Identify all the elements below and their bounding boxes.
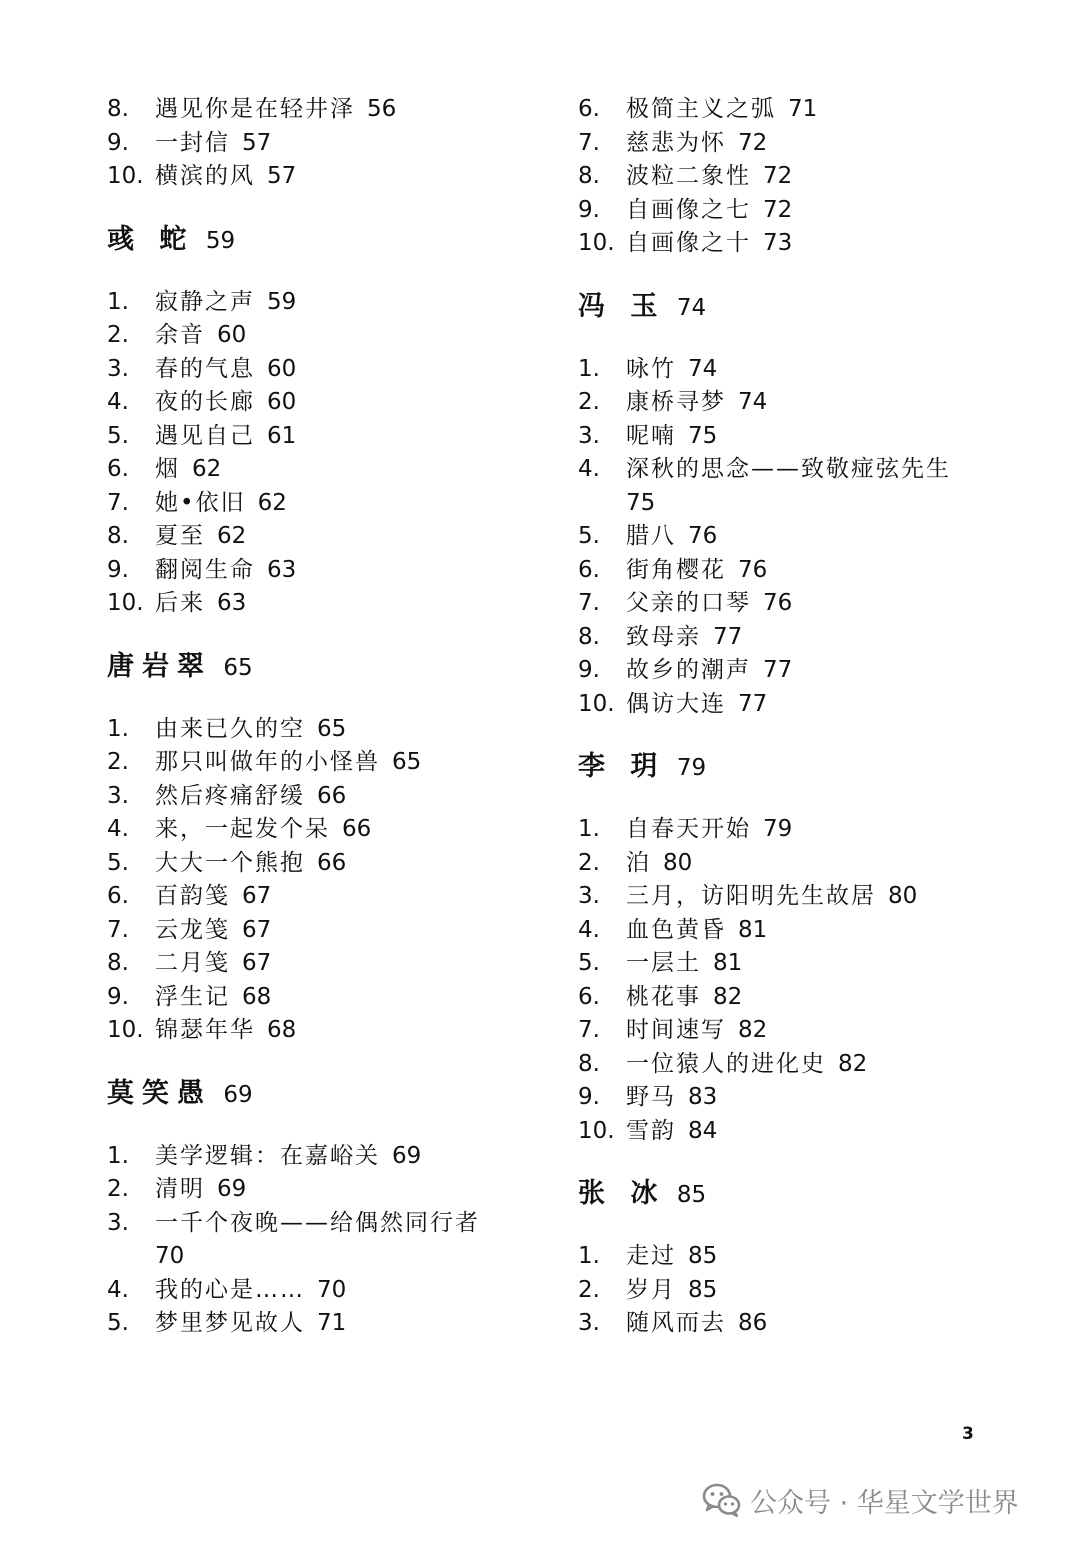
entry-title: 深秋的思念——致敬痖弦先生 xyxy=(626,456,951,482)
entry-number: 7. xyxy=(578,1017,600,1043)
entry-title: 来，一起发个呆 xyxy=(155,816,330,842)
author-name: 唐岩翠 xyxy=(107,650,212,682)
entry-title: 寂静之声 xyxy=(155,288,255,315)
entry-title: 桃花事 xyxy=(626,983,701,1010)
entry-page-number: 57 xyxy=(242,129,272,156)
toc-entry xyxy=(578,947,998,981)
entry-page-number: 66 xyxy=(317,849,347,876)
entry-page-number: 69 xyxy=(392,1142,422,1169)
entry-title: 自春天开始 xyxy=(626,816,751,842)
entry-number: 7. xyxy=(578,590,600,616)
author-page-number: 79 xyxy=(676,755,707,781)
toc-entry xyxy=(107,746,527,780)
entry-page-number: 62 xyxy=(192,456,222,482)
entry-page-number: 67 xyxy=(242,916,272,943)
entry-page-number: 86 xyxy=(738,1310,768,1336)
entry-page-number: 60 xyxy=(267,389,297,415)
toc-right-column xyxy=(578,93,998,1341)
toc-left-column xyxy=(107,93,527,1341)
author-heading xyxy=(107,1072,527,1116)
toc-entry xyxy=(107,914,527,948)
entry-title: 泊 xyxy=(626,849,651,876)
entry-page-number: 79 xyxy=(763,816,793,842)
entry-number: 10. xyxy=(107,1017,144,1043)
entry-title: 清明 xyxy=(155,1176,205,1202)
entry-number: 6. xyxy=(107,456,129,482)
entry-number: 5. xyxy=(578,523,600,549)
entry-number: 4. xyxy=(578,456,600,482)
entry-page-number: 70 xyxy=(155,1243,185,1269)
entry-page-number: 82 xyxy=(713,983,743,1010)
toc-entry xyxy=(107,1274,527,1308)
toc-entry xyxy=(578,520,998,554)
entry-page-number: 77 xyxy=(738,690,768,717)
entry-number: 8. xyxy=(578,1050,600,1077)
watermark-text: 公众号 · 华星文学世界 xyxy=(750,1487,1019,1519)
entry-number: 9. xyxy=(578,657,600,683)
entry-title: 血色黄昏 xyxy=(626,916,726,943)
entry-number: 10. xyxy=(107,163,144,189)
entry-title: 夏至 xyxy=(155,523,205,549)
toc-entry xyxy=(578,127,998,161)
entry-title: 云龙笺 xyxy=(155,916,230,943)
toc-entry xyxy=(578,1048,998,1082)
entry-title: 偶访大连 xyxy=(626,690,726,717)
entry-page-number: 80 xyxy=(663,849,693,876)
entry-number: 6. xyxy=(578,96,600,122)
toc-entry xyxy=(107,286,527,320)
entry-page-number: 60 xyxy=(267,355,297,382)
entry-title: 雪韵 xyxy=(626,1117,676,1144)
wechat-icon xyxy=(702,1483,742,1517)
entry-title: 横滨的风 xyxy=(155,163,255,189)
toc-entry xyxy=(578,386,998,420)
entry-number: 3. xyxy=(107,355,129,382)
entry-number: 2. xyxy=(578,389,600,415)
entry-title: 浮生记 xyxy=(155,983,230,1010)
toc-entry xyxy=(578,1240,998,1274)
entry-page-number: 61 xyxy=(267,422,297,449)
toc-entry xyxy=(107,453,527,487)
entry-title: 后来 xyxy=(155,590,205,616)
entry-page-number: 69 xyxy=(217,1176,247,1202)
author-page-number: 59 xyxy=(205,227,236,254)
toc-entry xyxy=(107,1014,527,1048)
entry-number: 6. xyxy=(578,556,600,583)
entry-number: 10. xyxy=(107,590,144,616)
entry-page-number: 73 xyxy=(763,230,793,256)
toc-entry xyxy=(107,386,527,420)
toc-entry xyxy=(107,947,527,981)
entry-number: 3. xyxy=(578,1310,600,1336)
toc-entry xyxy=(107,847,527,881)
entry-number: 10. xyxy=(578,690,615,717)
entry-number: 1. xyxy=(107,1142,129,1169)
entry-page-number: 81 xyxy=(738,916,768,943)
entry-title: 岁月 xyxy=(626,1276,676,1303)
watermark xyxy=(702,1478,1019,1522)
toc-entry xyxy=(578,1014,998,1048)
entry-page-number: 68 xyxy=(267,1017,297,1043)
toc-entry xyxy=(107,353,527,387)
toc-entry xyxy=(578,813,998,847)
entry-title: 随风而去 xyxy=(626,1310,726,1336)
entry-number: 8. xyxy=(578,623,600,650)
entry-number: 9. xyxy=(107,556,129,583)
toc-entry xyxy=(107,520,527,554)
entry-page-number: 67 xyxy=(242,950,272,976)
toc-entry xyxy=(578,914,998,948)
toc-entry xyxy=(107,880,527,914)
entry-page-number: 60 xyxy=(217,322,247,348)
toc-entry xyxy=(107,93,527,127)
entry-page-number: 76 xyxy=(688,523,718,549)
entry-page-number: 66 xyxy=(317,782,347,809)
entry-title: 大大一个熊抱 xyxy=(155,849,305,876)
author-heading xyxy=(578,285,998,329)
entry-title: 一千个夜晚——给偶然同行者 xyxy=(155,1209,480,1236)
entry-page-number: 83 xyxy=(688,1084,718,1110)
toc-entry xyxy=(578,880,998,914)
entry-number: 7. xyxy=(578,129,600,156)
toc-entry xyxy=(107,127,527,161)
entry-title: 她•依旧 xyxy=(155,489,246,516)
entry-title: 由来已久的空 xyxy=(155,715,305,742)
entry-number: 2. xyxy=(107,322,129,348)
entry-page-number: 63 xyxy=(217,590,247,616)
entry-number: 3. xyxy=(107,1209,129,1236)
entry-title: 翻阅生命 xyxy=(155,556,255,583)
entry-page-number: 56 xyxy=(367,96,397,122)
author-page-number: 69 xyxy=(223,1081,253,1108)
entry-number: 6. xyxy=(107,883,129,909)
toc-entry xyxy=(578,1274,998,1308)
entry-title: 咏竹 xyxy=(626,355,676,382)
toc-entry xyxy=(578,621,998,655)
author-heading xyxy=(107,218,527,262)
toc-entry xyxy=(578,654,998,688)
author-page-number: 65 xyxy=(223,654,253,681)
entry-title: 极简主义之弧 xyxy=(626,96,776,122)
entry-number: 5. xyxy=(107,849,129,876)
entry-page-number: 59 xyxy=(267,288,297,315)
entry-page-number: 77 xyxy=(763,657,793,683)
entry-page-number: 85 xyxy=(688,1243,718,1269)
entry-title: 自画像之七 xyxy=(626,196,751,223)
entry-number: 8. xyxy=(107,96,129,122)
toc-entry xyxy=(578,981,998,1015)
entry-page-number: 71 xyxy=(788,96,818,122)
entry-number: 2. xyxy=(107,1176,129,1202)
entry-number: 5. xyxy=(107,1310,129,1336)
entry-title: 百韵笺 xyxy=(155,883,230,909)
entry-title: 遇见自己 xyxy=(155,422,255,449)
toc-entry xyxy=(578,420,998,454)
entry-number: 2. xyxy=(578,849,600,876)
entry-title: 波粒二象性 xyxy=(626,163,751,189)
entry-page-number: 76 xyxy=(763,590,793,616)
entry-title: 夜的长廊 xyxy=(155,389,255,415)
entry-number: 1. xyxy=(107,715,129,742)
toc-entry xyxy=(107,1173,527,1207)
entry-number: 7. xyxy=(107,916,129,943)
entry-number: 4. xyxy=(107,816,129,842)
entry-page-number: 77 xyxy=(713,623,743,650)
entry-number: 8. xyxy=(578,163,600,189)
entry-page-number: 70 xyxy=(317,1276,347,1303)
entry-title: 故乡的潮声 xyxy=(626,657,751,683)
entry-number: 4. xyxy=(107,1276,129,1303)
entry-number: 3. xyxy=(578,883,600,909)
entry-page-number: 72 xyxy=(763,196,793,223)
entry-page-number: 76 xyxy=(738,556,768,583)
toc-entry xyxy=(578,847,998,881)
entry-number: 9. xyxy=(107,983,129,1010)
author-name: 张 冰 xyxy=(578,1178,666,1209)
entry-title: 三月，访阳明先生故居 xyxy=(626,883,876,909)
entry-page-number: 85 xyxy=(688,1276,718,1303)
author-name: 彧 蛇 xyxy=(107,223,195,255)
page-number: 3 xyxy=(962,1424,974,1444)
entry-number: 4. xyxy=(578,916,600,943)
entry-page-number: 82 xyxy=(738,1017,768,1043)
toc-entry xyxy=(107,420,527,454)
toc-entry xyxy=(578,1307,998,1341)
author-name: 李 玥 xyxy=(578,751,666,782)
author-page-number: 85 xyxy=(676,1182,707,1208)
author-page-number: 74 xyxy=(676,294,707,321)
entry-number: 1. xyxy=(578,355,600,382)
entry-number: 1. xyxy=(107,288,129,315)
entry-page-number: 72 xyxy=(738,129,768,156)
entry-title: 美学逻辑：在嘉峪关 xyxy=(155,1142,380,1169)
entry-number: 7. xyxy=(107,489,129,516)
toc-entry xyxy=(107,587,527,621)
entry-title: 我的心是…… xyxy=(155,1276,305,1303)
entry-page-number: 84 xyxy=(688,1117,718,1144)
entry-title: 呢喃 xyxy=(626,422,676,449)
toc-entry xyxy=(107,1207,527,1241)
entry-title: 街角樱花 xyxy=(626,556,726,583)
entry-number: 5. xyxy=(578,950,600,976)
entry-page-number: 74 xyxy=(688,355,718,382)
entry-title: 致母亲 xyxy=(626,623,701,650)
toc-entry xyxy=(578,688,998,722)
entry-page-number: 62 xyxy=(257,489,287,516)
entry-page-number: 75 xyxy=(688,422,718,449)
toc-entry xyxy=(578,1115,998,1149)
entry-title: 父亲的口琴 xyxy=(626,590,751,616)
toc-entry xyxy=(578,1081,998,1115)
entry-page-number: 62 xyxy=(217,523,247,549)
toc-entry xyxy=(578,194,998,228)
entry-number: 9. xyxy=(578,1084,600,1110)
entry-title: 自画像之十 xyxy=(626,230,751,256)
toc-entry xyxy=(578,554,998,588)
entry-title: 梦里梦见故人 xyxy=(155,1310,305,1336)
entry-title: 余音 xyxy=(155,322,205,348)
author-name: 冯 玉 xyxy=(578,290,666,322)
entry-number: 3. xyxy=(578,422,600,449)
entry-title: 一层土 xyxy=(626,950,701,976)
toc-entry xyxy=(107,160,527,194)
entry-number: 9. xyxy=(107,129,129,156)
entry-title: 烟 xyxy=(155,456,180,482)
entry-page-number: 66 xyxy=(342,816,372,842)
entry-number: 2. xyxy=(578,1276,600,1303)
entry-page-number: 80 xyxy=(888,883,918,909)
toc-entry xyxy=(578,587,998,621)
toc-entry xyxy=(107,319,527,353)
entry-page-number: 72 xyxy=(763,163,793,189)
entry-number: 10. xyxy=(578,1117,615,1144)
entry-number: 4. xyxy=(107,389,129,415)
toc-entry xyxy=(578,160,998,194)
entry-page-number: 57 xyxy=(267,163,297,189)
entry-title: 慈悲为怀 xyxy=(626,129,726,156)
toc-entry xyxy=(107,713,527,747)
entry-number: 6. xyxy=(578,983,600,1010)
author-heading xyxy=(578,1172,998,1216)
toc-entry xyxy=(107,1307,527,1341)
entry-number: 1. xyxy=(578,816,600,842)
toc-entry xyxy=(578,453,998,487)
author-heading xyxy=(107,645,527,689)
entry-page-number: 65 xyxy=(317,715,347,742)
toc-entry xyxy=(107,1140,527,1174)
author-name: 莫笑愚 xyxy=(107,1077,212,1109)
entry-title: 二月笺 xyxy=(155,950,230,976)
toc-entry xyxy=(578,353,998,387)
entry-number: 5. xyxy=(107,422,129,449)
toc-entry xyxy=(107,554,527,588)
entry-title: 腊八 xyxy=(626,523,676,549)
entry-page-number: 74 xyxy=(738,389,768,415)
entry-number: 9. xyxy=(578,196,600,223)
entry-page-number: 68 xyxy=(242,983,272,1010)
entry-page-number: 81 xyxy=(713,950,743,976)
entry-title: 然后疼痛舒缓 xyxy=(155,782,305,809)
entry-number: 8. xyxy=(107,950,129,976)
entry-number: 3. xyxy=(107,782,129,809)
entry-title: 春的气息 xyxy=(155,355,255,382)
entry-number: 2. xyxy=(107,749,129,775)
entry-page-number: 82 xyxy=(838,1050,868,1077)
toc-entry xyxy=(107,780,527,814)
entry-number: 10. xyxy=(578,230,615,256)
entry-title: 康桥寻梦 xyxy=(626,389,726,415)
entry-title: 时间速写 xyxy=(626,1017,726,1043)
entry-title: 锦瑟年华 xyxy=(155,1017,255,1043)
toc-entry xyxy=(107,487,527,521)
entry-page-number: 67 xyxy=(242,883,272,909)
toc-entry xyxy=(578,93,998,127)
entry-title: 一封信 xyxy=(155,129,230,156)
entry-title: 一位猿人的进化史 xyxy=(626,1050,826,1077)
entry-title: 那只叫做年的小怪兽 xyxy=(155,749,380,775)
entry-number: 1. xyxy=(578,1243,600,1269)
toc-entry xyxy=(107,981,527,1015)
entry-title: 野马 xyxy=(626,1084,676,1110)
entry-title: 走过 xyxy=(626,1243,676,1269)
entry-page-number: 65 xyxy=(392,749,422,775)
entry-page-number: 71 xyxy=(317,1310,347,1336)
author-heading xyxy=(578,745,998,789)
entry-title: 遇见你是在轻井泽 xyxy=(155,96,355,122)
entry-number: 8. xyxy=(107,523,129,549)
toc-entry xyxy=(107,813,527,847)
toc-entry xyxy=(578,227,998,261)
entry-page-number: 63 xyxy=(267,556,297,583)
entry-page-number: 75 xyxy=(626,489,656,516)
